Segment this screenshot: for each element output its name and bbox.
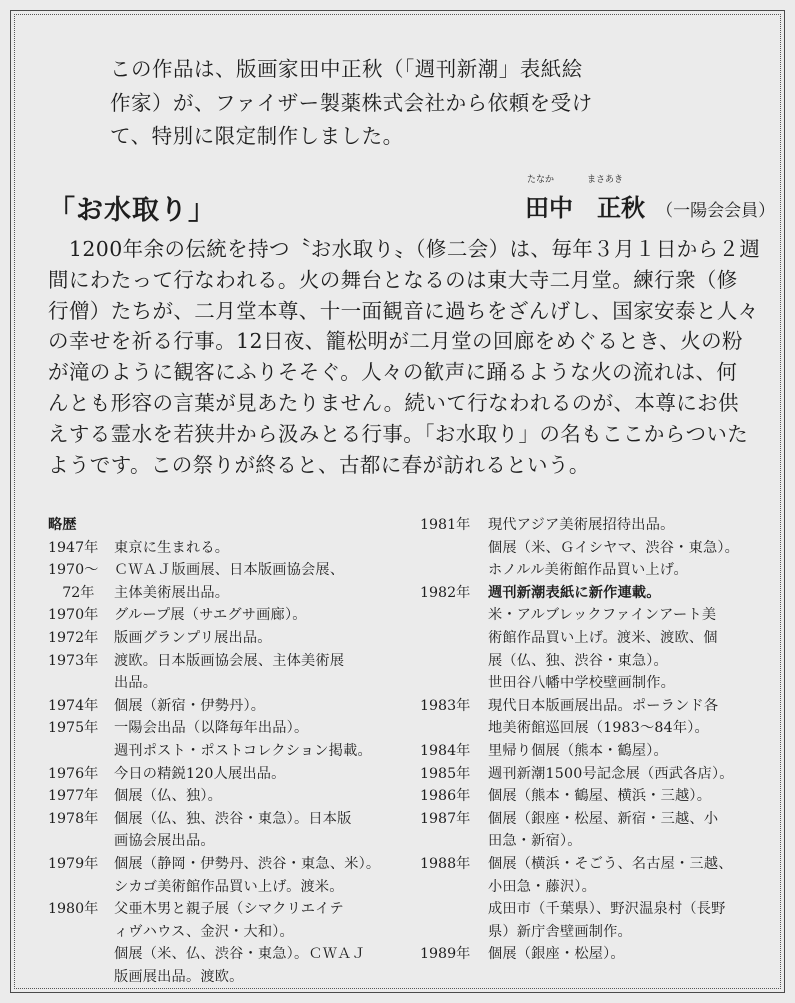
biography-year: 1982年 xyxy=(420,584,471,601)
biography-row xyxy=(48,966,388,989)
biography-row xyxy=(48,537,388,560)
biography-heading: 略歴 xyxy=(48,517,77,533)
biography-year: 1947年 xyxy=(48,539,99,556)
biography-entry: ホノルル美術館作品買い上げ。 xyxy=(488,562,688,579)
biography-year: 72年 xyxy=(48,584,95,601)
biography-year: 1970年 xyxy=(48,607,99,624)
intro-line: この作品は、版画家田中正秋（「週刊新潮」表紙絵 xyxy=(110,57,583,81)
biography-year: 1983年 xyxy=(420,697,471,714)
biography-entry: 里帰り個展（熊本・鶴屋）。 xyxy=(488,742,668,759)
biography-year xyxy=(420,898,488,921)
biography-entry: 出品。 xyxy=(114,675,158,692)
biography-entry: 世田谷八幡中学校壁画制作。 xyxy=(488,675,676,692)
biography-entry: 今日の精鋭120人展出品。 xyxy=(114,765,286,782)
biography-year xyxy=(48,966,114,989)
biography-row xyxy=(48,898,388,921)
biography-row xyxy=(420,582,780,605)
biography-year: 1986年 xyxy=(420,788,471,805)
body-line: の幸せを祈る行事。12日夜、籠松明が二月堂の回廊をめぐるとき、火の粉 xyxy=(48,329,743,354)
biography-entry: 版画グランプリ展出品。 xyxy=(114,629,272,646)
biography-entry: 版画展出品。渡欧。 xyxy=(114,968,244,985)
biography-entry: 父亜木男と親子展（シマクリエイテ xyxy=(114,901,344,918)
biography-year xyxy=(48,672,114,695)
biography-row xyxy=(48,672,388,695)
biography-entry: 画協会展出品。 xyxy=(114,833,215,850)
biography-row xyxy=(420,717,780,740)
biography-row xyxy=(48,740,388,763)
biography-year xyxy=(420,650,488,673)
biography-year: 1980年 xyxy=(48,901,99,918)
biography-year: 1987年 xyxy=(420,810,471,827)
biography-row xyxy=(48,943,388,966)
biography-row xyxy=(48,830,388,853)
biography-row xyxy=(420,604,780,627)
biography-entry: 米・アルブレックファインアート美 xyxy=(488,607,717,624)
author-ruby-given: まさあき xyxy=(587,175,624,185)
biography-year: 1975年 xyxy=(48,720,99,737)
biography-entry: 週刊新潮表紙に新作連載。 xyxy=(488,584,661,601)
biography-year xyxy=(48,830,114,853)
biography-column-left xyxy=(48,514,388,988)
biography-entry: 個展（米、仏、渋谷・東急）。ＣＷＡＪ xyxy=(114,946,366,963)
biography-entry: ィヴハウス、金沢・大和）。 xyxy=(114,923,294,940)
biography-entry: グループ展（サエグサ画廊）。 xyxy=(114,607,307,624)
biography-entry: シカゴ美術館作品買い上げ。渡米。 xyxy=(114,878,344,895)
biography-entry: 県）新庁舎壁画制作。 xyxy=(488,923,632,940)
biography-row xyxy=(420,537,780,560)
biography-entry: 主体美術展出品。 xyxy=(114,584,230,601)
biography-year xyxy=(420,627,488,650)
biography-year: 1978年 xyxy=(48,810,99,827)
biography-entry: 個展（横浜・そごう、名古屋・三越、 xyxy=(488,855,733,872)
biography-entry: 小田急・藤沢）。 xyxy=(488,878,597,895)
biography-row xyxy=(420,853,780,876)
biography-year: 1981年 xyxy=(420,517,471,533)
biography-row xyxy=(48,650,388,673)
biography-row xyxy=(48,808,388,831)
biography-row xyxy=(48,559,388,582)
body-line: 間にわたって行なわれる。火の舞台となるのは東大寺二月堂。練行衆（修 xyxy=(48,267,738,292)
biography-row xyxy=(420,650,780,673)
biography-year: 1988年 xyxy=(420,855,471,872)
biography-entry: 個展（仏、独、渋谷・東急）。日本版 xyxy=(114,810,352,827)
biography-entry: 渡欧。日本版画協会展、主体美術展 xyxy=(114,652,345,669)
biography-year xyxy=(48,740,114,763)
biography-entry: 個展（米、Ｇイシヤマ、渋谷・東急）。 xyxy=(488,539,740,556)
body-line: んとも形容の言葉が見あたりません。続いて行なわれるのが、本尊にお供 xyxy=(48,390,739,415)
biography-year xyxy=(420,672,488,695)
intro-paragraph xyxy=(110,53,710,154)
biography-year: 1976年 xyxy=(48,765,99,782)
author-affiliation: （一陽会会員） xyxy=(656,201,776,221)
body-line: 1200年余の伝統を持つ〝お水取り〟（修二会）は、毎年３月１日から２週 xyxy=(48,237,761,261)
biography-year xyxy=(420,559,488,582)
biography-row xyxy=(420,876,780,899)
biography-year: 1979年 xyxy=(48,855,99,872)
biography-entry: 術館作品買い上げ。渡米、渡欧、個 xyxy=(488,629,718,646)
biography-entry: 展（仏、独、渋谷・東急）。 xyxy=(488,652,668,669)
biography-entry: 個展（銀座・松屋、新宿・三越、小 xyxy=(488,810,719,827)
work-title: 「お水取り」 xyxy=(48,195,216,226)
biography-entry: 週刊新潮1500号記念展（西武各店）。 xyxy=(488,765,734,782)
biography-year: 1970〜 xyxy=(48,562,99,579)
biography-row xyxy=(420,763,780,786)
biography-entry: 週刊ポスト・ポストコレクション掲載。 xyxy=(114,742,372,759)
biography-row xyxy=(48,785,388,808)
biography-year: 1973年 xyxy=(48,652,99,669)
biography-entry: ＣＷＡＪ版画展、日本版画協会展、 xyxy=(114,562,345,579)
biography-entry: 現代日本版画展出品。ポーランド各 xyxy=(488,697,719,714)
biography-row xyxy=(420,921,780,944)
body-line: えする霊水を若狭井から汲みとる行事。「お水取り」の名もここからついた xyxy=(48,421,749,446)
biography-year: 1985年 xyxy=(420,765,471,782)
biography-year xyxy=(420,921,488,944)
biography-row xyxy=(420,627,780,650)
biography-row xyxy=(48,695,388,718)
biography-year xyxy=(48,876,114,899)
author-block xyxy=(525,175,776,223)
biography-row xyxy=(420,830,780,853)
biography-entry: 個展（新宿・伊勢丹）。 xyxy=(114,697,266,714)
biography-entry: 個展（静岡・伊勢丹、渋谷・東急、米）。 xyxy=(114,855,381,872)
biography-row xyxy=(48,876,388,899)
biography-row xyxy=(420,943,780,966)
biography-row xyxy=(48,582,388,605)
intro-line: 作家）が、ファイザー製薬株式会社から依頼を受け xyxy=(110,90,593,115)
biography-entry: 成田市（千葉県）、野沢温泉村（長野 xyxy=(488,901,726,918)
biography-entry: 個展（熊本・鶴屋、横浜・三越）。 xyxy=(488,788,712,805)
biography-entry: 東京に生まれる。 xyxy=(114,539,230,556)
biography-row xyxy=(420,785,780,808)
biography-column-right xyxy=(420,514,780,966)
biography-year: 1974年 xyxy=(48,697,99,714)
biography-row xyxy=(48,763,388,786)
author-name: 田中 正秋 xyxy=(525,194,645,222)
biography-row xyxy=(420,672,780,695)
intro-line: て、特別に限定制作しました。 xyxy=(110,124,404,148)
biography-row xyxy=(48,717,388,740)
biography-row xyxy=(420,514,780,537)
biography-entry: 地美術館巡回展（1983〜84年）。 xyxy=(488,720,709,737)
biography-year xyxy=(48,943,114,966)
biography-year xyxy=(420,537,488,560)
biography-year xyxy=(420,830,488,853)
biography-entry: 個展（仏、独）。 xyxy=(114,788,223,805)
biography-row xyxy=(48,853,388,876)
biography-row xyxy=(420,808,780,831)
biography-year: 1989年 xyxy=(420,946,471,963)
biography-year: 1984年 xyxy=(420,742,471,759)
biography-year xyxy=(420,604,488,627)
biography-row xyxy=(420,898,780,921)
biography-row xyxy=(48,921,388,944)
biography-entry: 田急・新宿）。 xyxy=(488,833,582,850)
biography-entry: 個展（銀座・松屋）。 xyxy=(488,946,625,963)
body-line: 行僧）たちが、二月堂本尊、十一面観音に過ちをざんげし、国家安泰と人々 xyxy=(48,298,759,323)
author-ruby-family: たなか xyxy=(527,175,555,185)
body-line: が滝のように観客にふりそそぐ。人々の歓声に踊るような火の流れは、何 xyxy=(48,360,738,385)
biography-entry: 現代アジア美術展招待出品。 xyxy=(488,517,675,533)
biography-year: 1977年 xyxy=(48,788,99,805)
description-paragraph xyxy=(48,234,768,480)
biography-row xyxy=(420,695,780,718)
biography-row xyxy=(420,740,780,763)
biography-entry: 一陽会出品（以降毎年出品）。 xyxy=(114,720,309,737)
biography-year xyxy=(420,876,488,899)
biography-year xyxy=(420,717,488,740)
biography-row xyxy=(48,604,388,627)
body-line: ようです。この祭りが終ると、古都に春が訪れるという。 xyxy=(48,452,590,477)
biography-year: 1972年 xyxy=(48,629,99,646)
biography-row xyxy=(420,559,780,582)
biography-year xyxy=(48,921,114,944)
biography-row xyxy=(48,627,388,650)
